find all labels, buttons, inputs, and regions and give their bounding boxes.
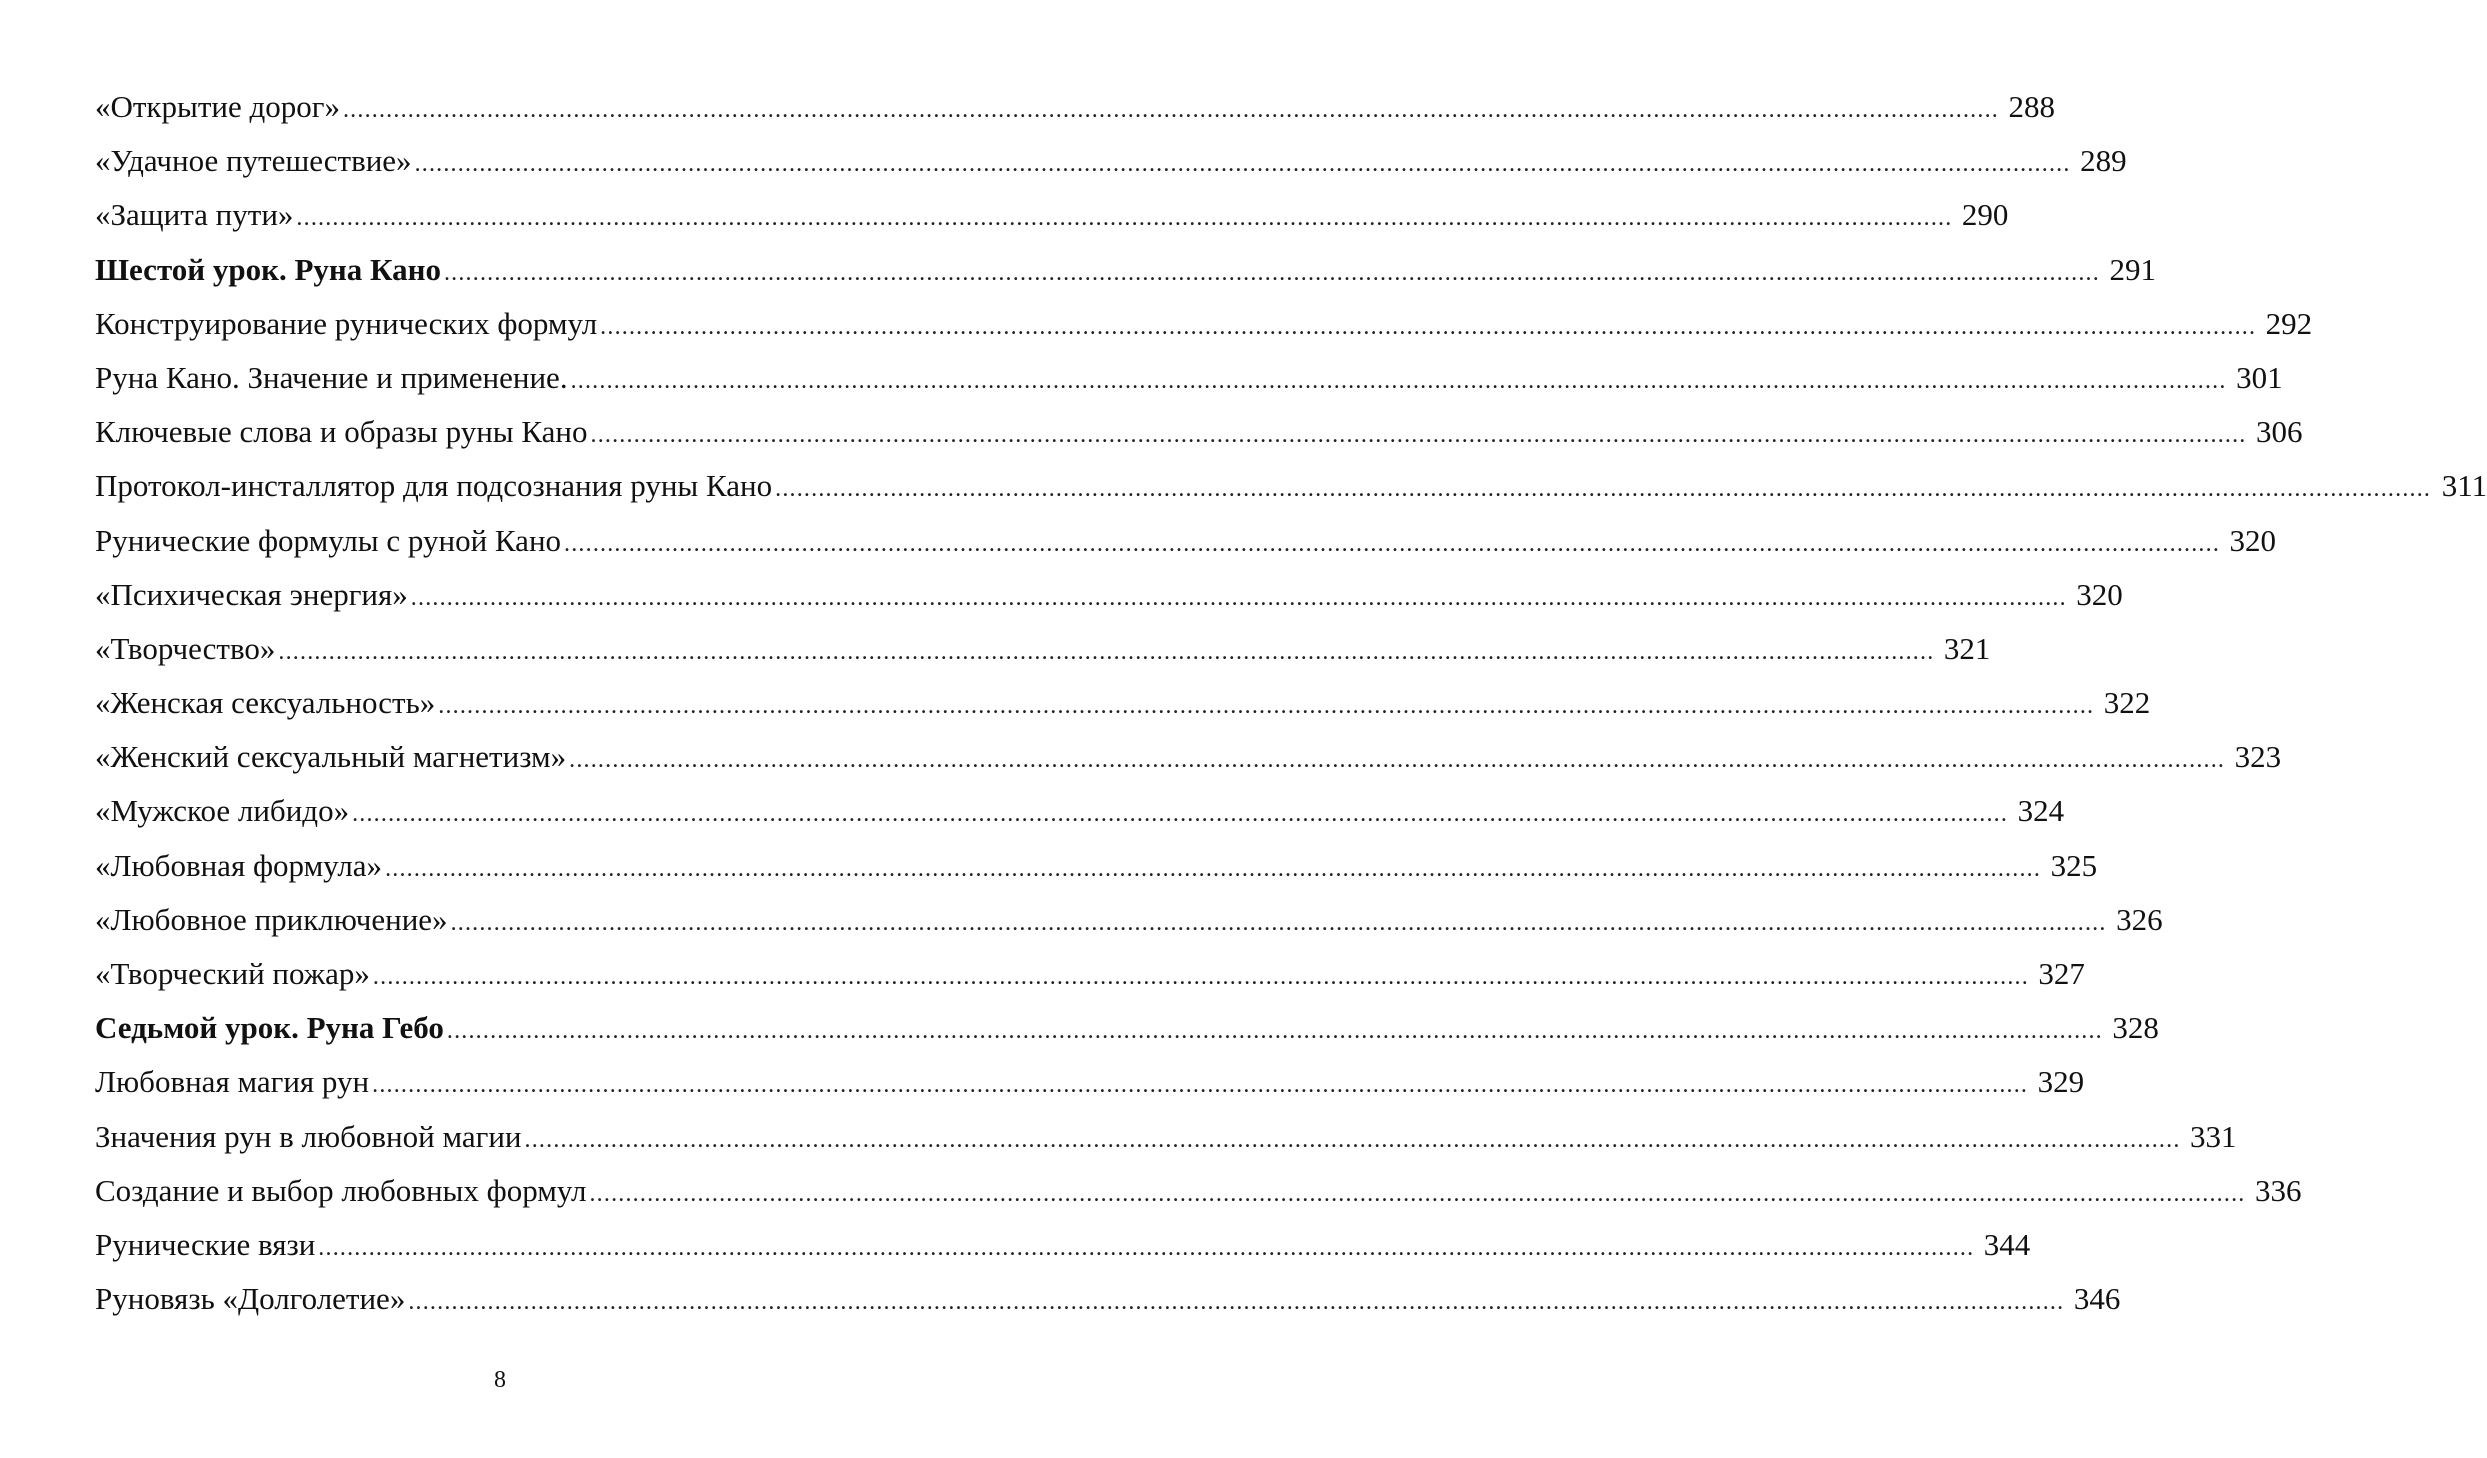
dot-leader [444, 246, 2100, 300]
toc-entry-title: Конструирование рунических формул [95, 305, 598, 341]
toc-entry [95, 405, 2303, 459]
toc-entry-title: «Психическая энергия» [95, 576, 408, 612]
dot-leader [343, 83, 1999, 137]
dot-leader [525, 1113, 2181, 1167]
toc-entry-page: 328 [2112, 1010, 2159, 1046]
toc-entry-title: Рунические вязи [95, 1226, 316, 1262]
dot-leader [447, 1004, 2103, 1058]
toc-entry [95, 893, 2163, 947]
toc-entry-title: Руна Кано. Значение и применение. [95, 359, 568, 395]
toc-entry-page: 344 [1983, 1226, 2031, 1262]
toc-entry [95, 1055, 2085, 1109]
toc-entry [95, 1110, 2237, 1164]
dot-leader [591, 408, 2247, 462]
dot-leader [278, 625, 1934, 679]
toc-entry-title: Шестой урок. Руна Кано [95, 251, 441, 287]
toc-entry-page: 336 [2254, 1172, 2302, 1208]
toc-entry-page: 290 [1961, 197, 2009, 233]
toc-entry-page: 323 [2234, 739, 2282, 775]
toc-entry-page: 331 [2190, 1118, 2237, 1154]
toc-entry [95, 1272, 2121, 1326]
toc-entry [95, 80, 2055, 134]
table-of-contents [95, 80, 2487, 1326]
toc-entry-title: Ключевые слова и образы руны Кано [95, 414, 588, 450]
dot-leader [408, 1275, 2064, 1329]
toc-entry-page: 346 [2073, 1281, 2121, 1317]
toc-entry-page: 326 [2116, 901, 2163, 937]
toc-entry-page: 288 [2008, 89, 2055, 124]
dot-leader [438, 679, 2094, 733]
toc-entry-title: Рунические формулы с руной Кано [95, 522, 562, 558]
toc-entry-title: «Открытие дорог» [95, 89, 340, 124]
toc-entry-title: «Любовное приключение» [95, 901, 448, 937]
toc-entry [95, 459, 2487, 513]
toc-entry-title: «Удачное путешествие» [95, 143, 412, 179]
toc-entry-title: «Женская сексуальность» [95, 685, 436, 721]
toc-entry-title: Значения рун в любовной магии [95, 1118, 522, 1154]
toc-entry [95, 839, 2098, 893]
toc-entry [95, 514, 2277, 568]
dot-leader [411, 571, 2067, 625]
toc-entry-title: «Мужское либидо» [95, 793, 350, 829]
toc-entry-page: 306 [2256, 414, 2303, 450]
toc-entry-page: 291 [2109, 251, 2156, 287]
toc-entry-title: Любовная магия рун [95, 1064, 370, 1100]
dot-leader [318, 1221, 1974, 1275]
toc-section-heading [95, 243, 2156, 297]
dot-leader [372, 1058, 2028, 1112]
toc-entry-page: 325 [2050, 847, 2098, 883]
toc-entry [95, 188, 2009, 242]
page-number: 8 [494, 1367, 506, 1393]
dot-leader [564, 517, 2220, 571]
toc-entry [95, 622, 1991, 676]
toc-entry [95, 730, 2282, 784]
toc-entry [95, 351, 2283, 405]
dot-leader [589, 1167, 2245, 1221]
toc-entry-title: «Любовная формула» [95, 847, 383, 883]
toc-section-heading [95, 1001, 2159, 1055]
toc-entry-page: 292 [2265, 305, 2313, 341]
dot-leader [775, 462, 2431, 516]
toc-entry-title: Руновязь «Долголетие» [95, 1281, 406, 1317]
toc-entry-title: Создание и выбор любовных формул [95, 1172, 587, 1208]
dot-leader [352, 787, 2008, 841]
dot-leader [385, 842, 2041, 896]
toc-entry-title: «Творческий пожар» [95, 956, 370, 991]
toc-entry [95, 134, 2127, 188]
toc-entry [95, 676, 2151, 730]
toc-entry-page: 329 [2037, 1064, 2085, 1100]
toc-entry-page: 311 [2441, 468, 2487, 504]
toc-entry [95, 568, 2123, 622]
toc-entry-page: 327 [2038, 956, 2085, 991]
dot-leader [415, 137, 2071, 191]
toc-entry-title: «Творчество» [95, 630, 276, 666]
toc-entry-page: 324 [2017, 793, 2065, 829]
toc-entry-page: 301 [2236, 359, 2283, 395]
toc-entry-page: 322 [2103, 685, 2151, 721]
toc-entry-title: Седьмой урок. Руна Гебо [95, 1010, 444, 1046]
toc-entry [95, 947, 2085, 1001]
toc-entry [95, 784, 2065, 838]
dot-leader [600, 300, 2256, 354]
toc-entry-page: 320 [2229, 522, 2277, 558]
toc-entry-page: 320 [2076, 576, 2123, 612]
toc-entry-page: 321 [1943, 630, 1991, 666]
dot-leader [373, 950, 2029, 1004]
dot-leader [296, 191, 1952, 245]
toc-entry-title: «Женский сексуальный магнетизм» [95, 739, 567, 775]
toc-entry-page: 289 [2080, 143, 2127, 179]
dot-leader [571, 354, 2227, 408]
toc-entry [95, 297, 2313, 351]
toc-entry [95, 1218, 2031, 1272]
toc-entry-title: «Защита пути» [95, 197, 294, 233]
toc-entry [95, 1164, 2302, 1218]
dot-leader [569, 733, 2225, 787]
dot-leader [451, 896, 2107, 950]
toc-entry-title: Протокол-инсталлятор для подсознания руны Кано [95, 468, 773, 504]
